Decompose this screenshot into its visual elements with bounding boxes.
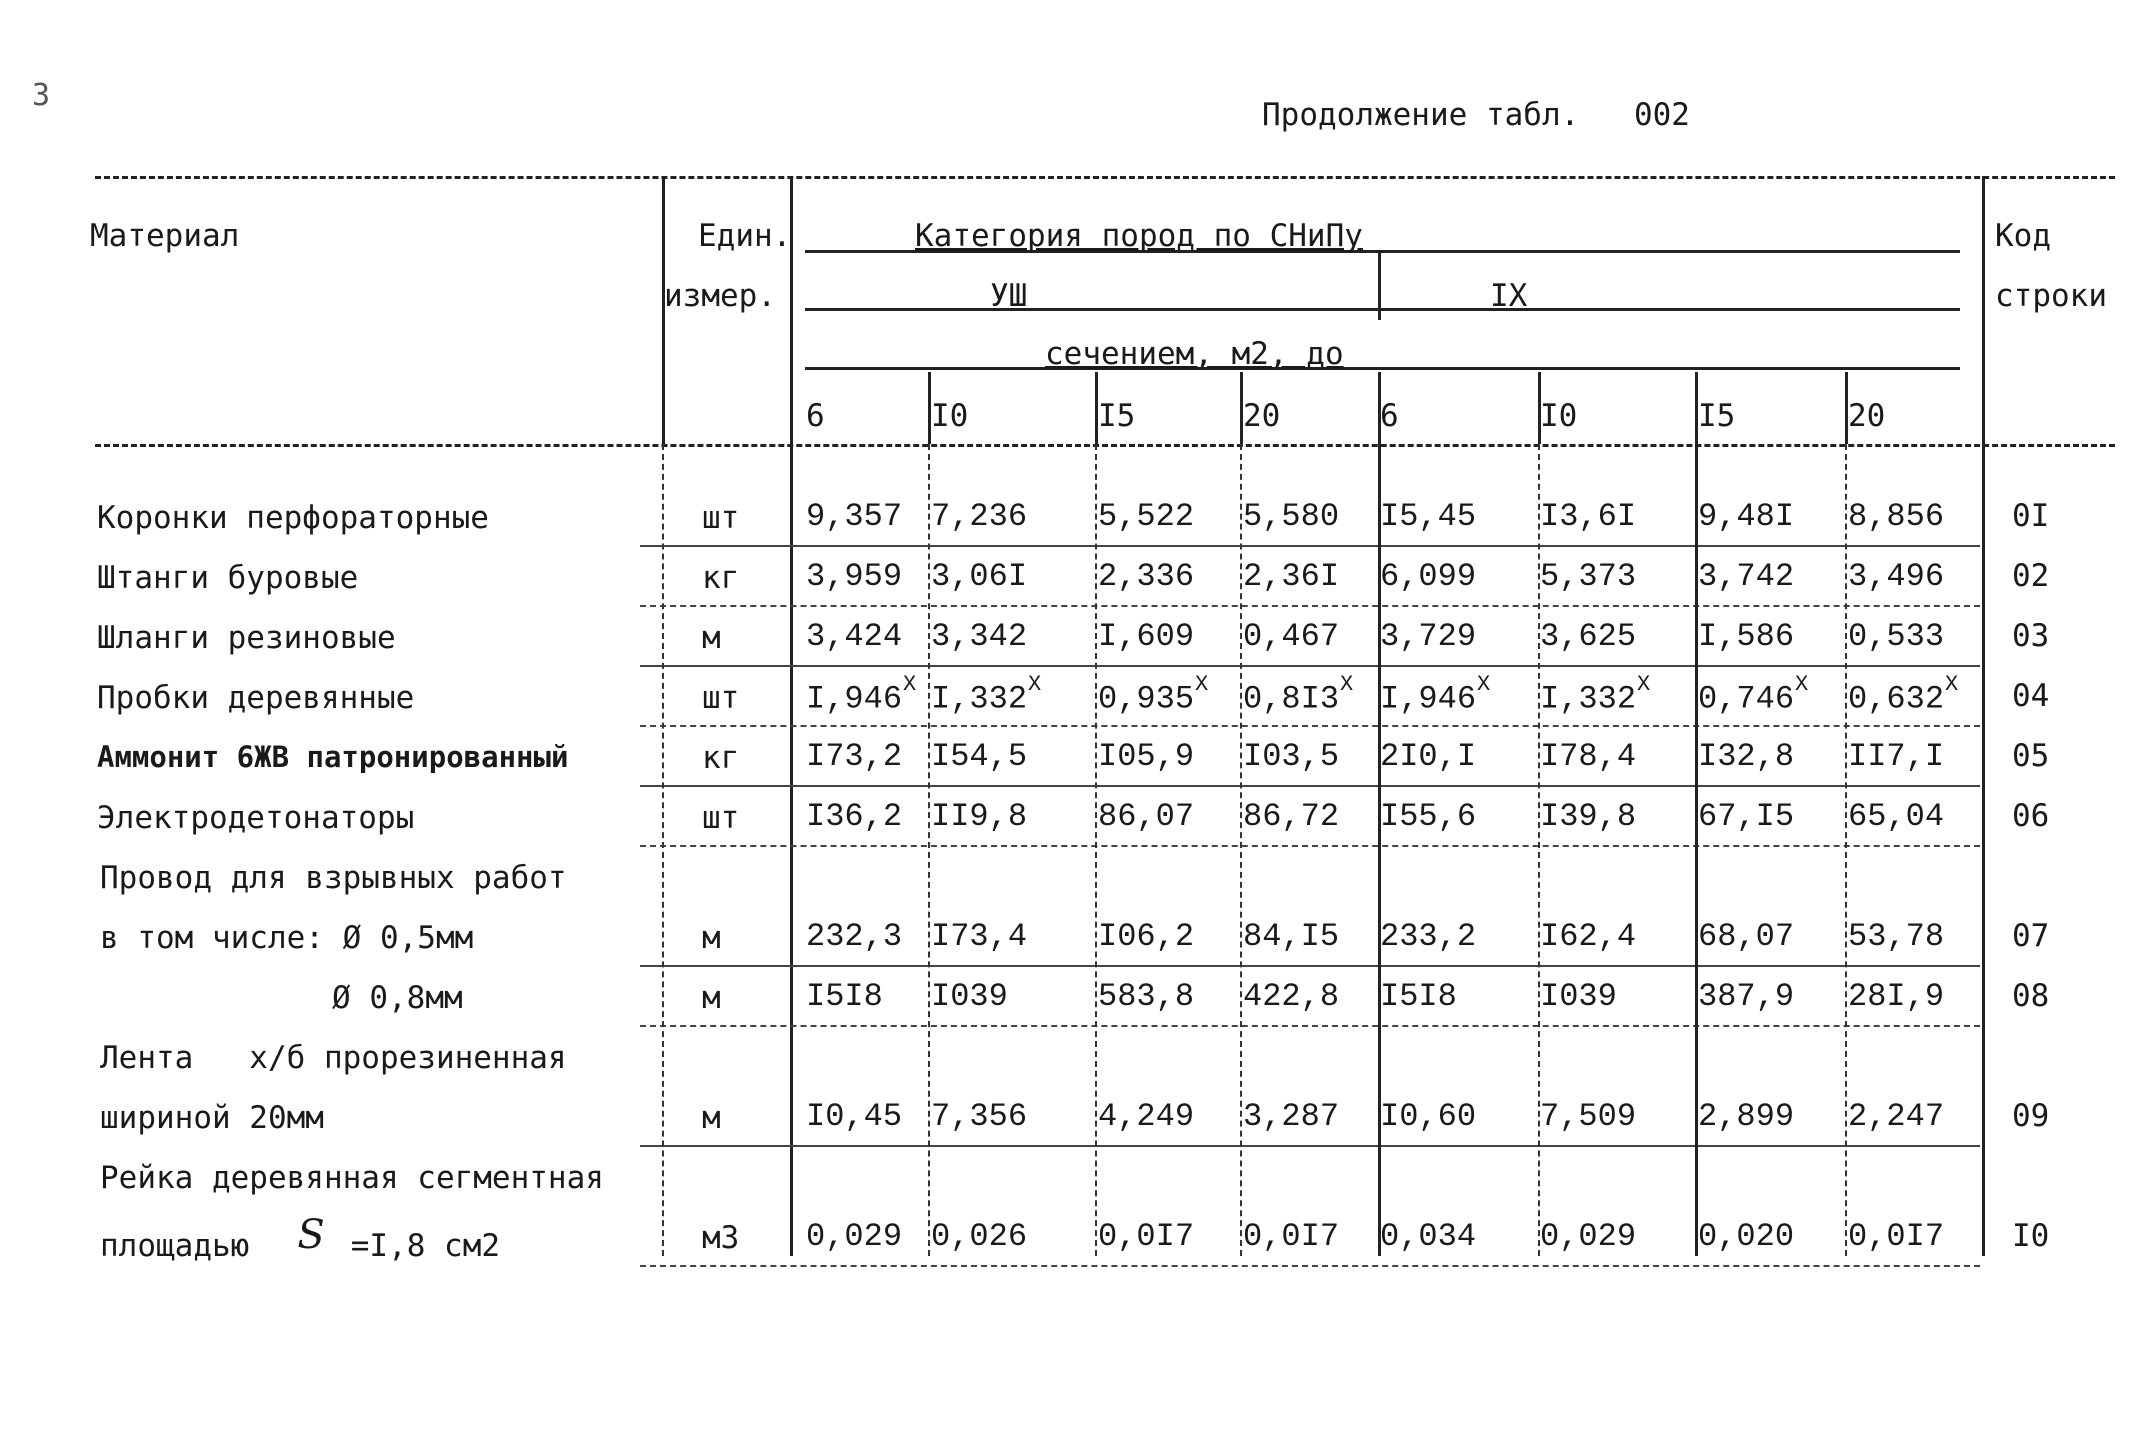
row-value-text: 2,899: [1698, 1098, 1795, 1135]
size-col-divider: [1538, 372, 1541, 444]
row-value-text: I,946: [806, 680, 903, 718]
section-rule: [805, 367, 1960, 370]
header-size-6: I0: [1540, 398, 1578, 434]
row-value: [1380, 978, 1457, 1015]
row-material-line1: Рейка деревянная сегментная: [100, 1160, 604, 1196]
row-value: [1540, 918, 1636, 955]
row-code: 06: [2012, 798, 2050, 834]
row-value-text: 0,029: [806, 1218, 903, 1255]
row-value: [806, 672, 917, 718]
row-value: [1243, 1098, 1339, 1135]
row-value-text: I0,45: [806, 1098, 903, 1135]
row-value: [1540, 498, 1636, 535]
row-value: [931, 978, 1008, 1015]
row-value: [1848, 798, 1944, 835]
row-value: [1540, 558, 1636, 595]
footnote-mark: X: [903, 672, 917, 697]
row-unit: кг: [702, 740, 740, 776]
size-col-divider: [1095, 372, 1098, 444]
row-value-text: 3,06I: [931, 558, 1028, 595]
row-material: Аммонит 6ЖВ патронированный: [97, 740, 569, 774]
row-value-text: 5,522: [1098, 498, 1195, 535]
header-group-b: ІХ: [1490, 278, 1528, 314]
row-value-text: 3,742: [1698, 558, 1795, 595]
row-value-text: 0,0I7: [1243, 1218, 1340, 1255]
row-value-text: 3,625: [1540, 618, 1637, 655]
row-value: [1243, 798, 1339, 835]
row-value-text: 0,935: [1098, 680, 1195, 718]
row-value-text: 0,632: [1848, 680, 1945, 718]
row-value-text: 5,373: [1540, 558, 1637, 595]
row-value: [1698, 618, 1794, 655]
row-rule: [640, 725, 1980, 727]
row-value-text: 3,287: [1243, 1098, 1340, 1135]
row-value: [931, 672, 1042, 718]
row-value-text: 0,034: [1380, 1218, 1477, 1255]
row-value-text: I039: [1540, 978, 1617, 1015]
row-value: [1540, 978, 1617, 1015]
row-value-text: 67,I5: [1698, 798, 1795, 835]
row-value-text: 86,07: [1098, 798, 1195, 835]
row-value-text: I03,5: [1243, 738, 1340, 775]
area-symbol: S: [297, 1212, 325, 1258]
header-size-5: 6: [1380, 398, 1399, 434]
row-value: [1098, 978, 1194, 1015]
row-value: [1380, 558, 1476, 595]
row-value-text: 4,249: [1098, 1098, 1195, 1135]
row-material-line1: Провод для взрывных работ: [100, 860, 567, 896]
row-value: [1848, 672, 1959, 718]
footnote-mark: X: [1945, 672, 1959, 697]
row-value: [1243, 558, 1339, 595]
row-value: [1098, 672, 1209, 718]
row-value-text: 53,78: [1848, 918, 1945, 955]
row-value: [1380, 498, 1476, 535]
row-value-text: 233,2: [1380, 918, 1477, 955]
row-value-text: I,609: [1098, 618, 1195, 655]
value-col-divider: [1538, 444, 1540, 1256]
size-col-divider: [1378, 372, 1381, 444]
row-value: [806, 1218, 902, 1255]
row-value-text: 0,029: [1540, 1218, 1637, 1255]
row-value-text: 2,247: [1848, 1098, 1945, 1135]
row-value-text: 387,9: [1698, 978, 1795, 1015]
row-value-text: 422,8: [1243, 978, 1340, 1015]
row-value: [1848, 738, 1944, 775]
row-value-text: 3,424: [806, 618, 903, 655]
header-section: сечением, м2, до: [1045, 336, 1344, 372]
header-size-1: 6: [806, 398, 825, 434]
row-value-text: I0,60: [1380, 1098, 1477, 1135]
row-value: [1848, 1098, 1944, 1135]
row-value-text: 3,959: [806, 558, 903, 595]
row-unit: м3: [702, 1220, 740, 1256]
footnote-mark: X: [1340, 672, 1354, 697]
row-value: [931, 1098, 1027, 1135]
row-value: [1098, 738, 1194, 775]
row-code: 09: [2012, 1098, 2050, 1134]
row-value-text: 65,04: [1848, 798, 1945, 835]
table-caption: [1262, 97, 1690, 133]
row-code: 05: [2012, 738, 2050, 774]
row-value-text: 7,236: [931, 498, 1028, 535]
row-rule: [640, 545, 1980, 547]
row-value-text: 2,36I: [1243, 558, 1340, 595]
row-value-text: 2,336: [1098, 558, 1195, 595]
row-value-text: 3,729: [1380, 618, 1477, 655]
row-value-text: 8,856: [1848, 498, 1945, 535]
row-value-text: I,332: [931, 680, 1028, 718]
row-value-text: I3,6I: [1540, 498, 1637, 535]
row-value: [806, 498, 902, 535]
row-value-text: I,586: [1698, 618, 1795, 655]
row-value-text: I5I8: [806, 978, 883, 1015]
row-value-text: 68,07: [1698, 918, 1795, 955]
row-value: [806, 978, 883, 1015]
row-value-text: 7,509: [1540, 1098, 1637, 1135]
row-value-text: I78,4: [1540, 738, 1637, 775]
footnote-mark: X: [1795, 672, 1809, 697]
row-value-text: 0,026: [931, 1218, 1028, 1255]
row-value-text: 583,8: [1098, 978, 1195, 1015]
header-category: Категория пород по СНиПу: [915, 218, 1363, 254]
row-value: [1540, 1098, 1636, 1135]
footnote-mark: X: [1028, 672, 1042, 697]
row-value: [931, 738, 1027, 775]
row-rule: [640, 605, 1980, 607]
row-value-text: 0,0I7: [1848, 1218, 1945, 1255]
row-material: в том числе: Ø 0,5мм: [100, 920, 474, 956]
row-value: [1848, 978, 1944, 1015]
header-rule: [95, 444, 2115, 447]
row-value-text: I32,8: [1698, 738, 1795, 775]
row-value: [1243, 498, 1339, 535]
row-value-text: 7,356: [931, 1098, 1028, 1135]
row-value-text: 2I0,I: [1380, 738, 1477, 775]
row-value: [1098, 558, 1194, 595]
row-value: [931, 558, 1027, 595]
row-value-text: 28I,9: [1848, 978, 1945, 1015]
row-value: [1540, 798, 1636, 835]
row-value: [931, 618, 1027, 655]
row-rule: [640, 1025, 1980, 1027]
row-value: [1098, 498, 1194, 535]
row-value: [1698, 672, 1809, 718]
row-value: [1098, 918, 1194, 955]
row-value-text: 9,48I: [1698, 498, 1795, 535]
row-material: шириной 20мм: [100, 1100, 324, 1136]
row-value: [1698, 1098, 1794, 1135]
row-rule: [640, 965, 1980, 967]
value-col-divider: [1378, 444, 1381, 1256]
row-unit: кг: [702, 560, 740, 596]
row-code: 02: [2012, 558, 2050, 594]
caption-number: 002: [1633, 97, 1690, 133]
row-value: [1698, 738, 1794, 775]
row-value: [1380, 672, 1491, 718]
row-rule: [640, 665, 1980, 667]
row-value: [931, 1218, 1027, 1255]
top-rule: [95, 176, 2115, 179]
row-value: [1698, 978, 1794, 1015]
row-value-text: I06,2: [1098, 918, 1195, 955]
row-rule: [640, 1145, 1980, 1147]
row-value: [931, 498, 1027, 535]
row-value: [1848, 918, 1944, 955]
row-value-text: I039: [931, 978, 1008, 1015]
row-rule: [640, 1265, 1980, 1267]
row-code: 07: [2012, 918, 2050, 954]
row-value: [1540, 1218, 1636, 1255]
row-value: [1380, 798, 1476, 835]
row-material: Коронки перфораторные: [97, 500, 489, 536]
row-value-text: 0,746: [1698, 680, 1795, 718]
row-value-text: 232,3: [806, 918, 903, 955]
value-col-divider: [1845, 444, 1847, 1256]
row-value-text: I,332: [1540, 680, 1637, 718]
row-code: I0: [2012, 1218, 2050, 1254]
row-value: [1380, 1098, 1476, 1135]
row-value-text: 86,72: [1243, 798, 1340, 835]
row-value: [1243, 918, 1339, 955]
row-value-text: I05,9: [1098, 738, 1195, 775]
row-value-text: 0,8I3: [1243, 680, 1340, 718]
row-value-text: 0,0I7: [1098, 1218, 1195, 1255]
row-value: [931, 918, 1027, 955]
row-value: [1380, 1218, 1476, 1255]
row-value: [806, 738, 902, 775]
divider-unit-values: [790, 176, 793, 1256]
header-unit-line1: Един.: [698, 218, 792, 254]
row-value: [1098, 618, 1194, 655]
group-rule: [805, 308, 1960, 311]
row-value: [1243, 618, 1339, 655]
size-col-divider: [928, 372, 931, 444]
row-value-text: I73,4: [931, 918, 1028, 955]
row-value: [1098, 1098, 1194, 1135]
unit-col-divider: [662, 444, 664, 1256]
header-size-7: I5: [1698, 398, 1736, 434]
row-value-text: I,946: [1380, 680, 1477, 718]
row-value: [1698, 1218, 1794, 1255]
row-value: [1243, 1218, 1339, 1255]
row-unit: м: [702, 620, 721, 656]
footnote-mark: X: [1195, 672, 1209, 697]
row-value: [1698, 558, 1794, 595]
row-code: 03: [2012, 618, 2050, 654]
row-value: [1848, 618, 1944, 655]
row-value-text: 3,496: [1848, 558, 1945, 595]
row-value: [806, 558, 902, 595]
row-value: [1380, 618, 1476, 655]
row-value-text: 9,357: [806, 498, 903, 535]
header-size-3: I5: [1098, 398, 1136, 434]
header-size-4: 20: [1243, 398, 1281, 434]
row-value: [1243, 978, 1339, 1015]
row-unit: шт: [702, 500, 740, 536]
row-material: Ø 0,8мм: [332, 980, 463, 1016]
row-value-text: 0,467: [1243, 618, 1340, 655]
row-value-text: I39,8: [1540, 798, 1637, 835]
row-value: [1698, 918, 1794, 955]
row-value: [1848, 558, 1944, 595]
row-material: Пробки деревянные: [97, 680, 415, 716]
row-value-text: 6,099: [1380, 558, 1477, 595]
row-value: [1540, 672, 1651, 718]
row-unit: шт: [702, 680, 740, 716]
size-col-divider: [1695, 372, 1698, 444]
row-value: [1848, 1218, 1944, 1255]
row-value-text: II7,I: [1848, 738, 1945, 775]
row-value-text: 5,580: [1243, 498, 1340, 535]
row-material-prefix: площадью: [100, 1228, 250, 1264]
row-value: [806, 918, 902, 955]
header-size-8: 20: [1848, 398, 1886, 434]
caption-label: Продолжение табл.: [1262, 97, 1580, 133]
row-value: [1380, 918, 1476, 955]
row-value: [931, 798, 1027, 835]
value-col-divider: [1240, 444, 1242, 1256]
row-unit: м: [702, 920, 721, 956]
row-material: Шланги резиновые: [97, 620, 396, 656]
row-value: [806, 798, 902, 835]
row-material: [100, 1212, 501, 1266]
row-value: [1380, 738, 1476, 775]
size-col-divider: [1845, 372, 1848, 444]
row-code: 0I: [2012, 498, 2050, 534]
group-divider: [1378, 250, 1381, 320]
header-material: Материал: [90, 218, 240, 254]
header-size-2: I0: [931, 398, 969, 434]
header-code-line1: Код: [1995, 218, 2051, 254]
row-value-text: I5,45: [1380, 498, 1477, 535]
row-material: Электродетонаторы: [97, 800, 415, 836]
row-value-text: I36,2: [806, 798, 903, 835]
footnote-mark: X: [1637, 672, 1651, 697]
row-value: [1243, 738, 1339, 775]
row-value: [1243, 672, 1354, 718]
row-value: [1540, 618, 1636, 655]
value-col-divider: [1095, 444, 1097, 1256]
row-value: [1848, 498, 1944, 535]
row-value-text: I55,6: [1380, 798, 1477, 835]
row-value-text: I5I8: [1380, 978, 1457, 1015]
row-unit: м: [702, 1100, 721, 1136]
row-material-text: =I,8 см2: [350, 1228, 501, 1264]
row-code: 08: [2012, 978, 2050, 1014]
row-value-text: 0,533: [1848, 618, 1945, 655]
row-value: [1098, 1218, 1194, 1255]
row-value-text: I54,5: [931, 738, 1028, 775]
row-unit: м: [702, 980, 721, 1016]
row-code: 04: [2012, 678, 2050, 714]
row-value: [1098, 798, 1194, 835]
row-value: [1540, 738, 1636, 775]
header-group-a: УШ: [990, 278, 1028, 314]
row-rule: [640, 845, 1980, 847]
row-value: [806, 1098, 902, 1135]
header-unit-line2: измер.: [664, 278, 776, 314]
row-value-text: 0,020: [1698, 1218, 1795, 1255]
page-mark: З: [32, 78, 51, 113]
row-value-text: 84,I5: [1243, 918, 1340, 955]
row-value: [1698, 498, 1794, 535]
value-col-divider: [928, 444, 930, 1256]
row-value-text: 3,342: [931, 618, 1028, 655]
divider-values-code: [1982, 176, 1985, 1256]
size-col-divider: [1240, 372, 1243, 444]
value-col-divider: [1695, 444, 1698, 1256]
row-material-line1: Лента х/б прорезиненная: [100, 1040, 567, 1076]
row-unit: шт: [702, 800, 740, 836]
row-value-text: I62,4: [1540, 918, 1637, 955]
header-code-line2: строки: [1995, 278, 2107, 314]
row-rule: [640, 785, 1980, 787]
row-value-text: II9,8: [931, 798, 1028, 835]
row-value-text: I73,2: [806, 738, 903, 775]
row-material: Штанги буровые: [97, 560, 359, 596]
footnote-mark: X: [1477, 672, 1491, 697]
row-value: [806, 618, 902, 655]
row-value: [1698, 798, 1794, 835]
